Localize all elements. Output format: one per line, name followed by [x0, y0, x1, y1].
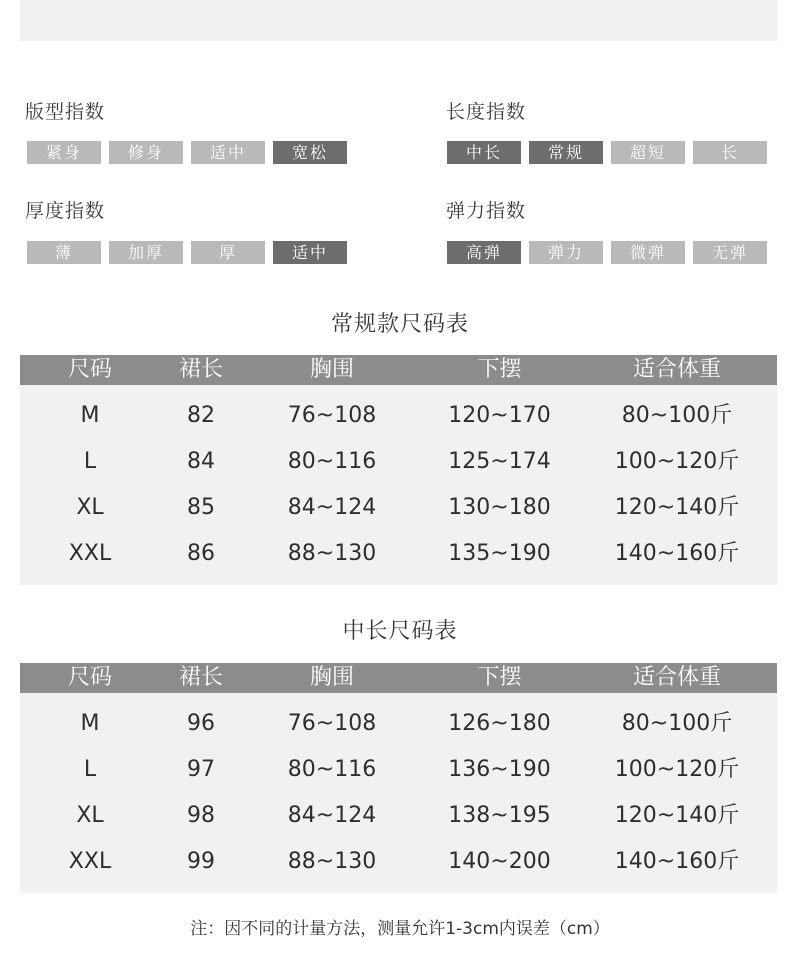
fit-index-tags — [27, 141, 347, 164]
midi-size-table — [20, 663, 777, 893]
elasticity-tag-2: 微弹 — [611, 241, 685, 264]
header-length: 裙长 — [178, 665, 223, 690]
cell-length: 96 — [187, 711, 215, 736]
cell-size: XXL — [68, 849, 112, 874]
cell-bust: 76~108 — [287, 711, 377, 736]
cell-bust: 80~116 — [287, 449, 377, 474]
table-row — [20, 701, 777, 747]
thickness-tag-0: 薄 — [27, 241, 101, 264]
thickness-tag-1: 加厚 — [109, 241, 183, 264]
cell-size: M — [80, 711, 100, 736]
cell-length: 82 — [187, 403, 215, 428]
cell-weight: 120~140斤 — [614, 803, 740, 828]
cell-weight: 80~100斤 — [621, 711, 733, 736]
cell-length: 98 — [187, 803, 215, 828]
cell-weight: 140~160斤 — [614, 849, 740, 874]
fit-tag-2: 适中 — [191, 141, 265, 164]
table-row — [20, 839, 777, 885]
cell-size: L — [83, 449, 97, 474]
fit-index-title: 版型指数 — [25, 101, 106, 123]
cell-weight: 100~120斤 — [614, 757, 740, 782]
table-body — [20, 693, 777, 893]
cell-bust: 88~130 — [287, 849, 377, 874]
elasticity-tag-0-selected: 高弹 — [447, 241, 521, 264]
cell-weight: 100~120斤 — [614, 449, 740, 474]
table-header — [20, 663, 777, 693]
cell-length: 85 — [187, 495, 215, 520]
fit-tag-1: 修身 — [109, 141, 183, 164]
elasticity-index-title: 弹力指数 — [446, 200, 527, 222]
cell-weight: 140~160斤 — [614, 541, 740, 566]
table-row — [20, 485, 777, 531]
table-header — [20, 355, 777, 385]
cell-weight: 120~140斤 — [614, 495, 740, 520]
thickness-index-tags — [27, 241, 347, 264]
cell-hem: 135~190 — [448, 541, 551, 566]
length-tag-1-selected: 常规 — [529, 141, 603, 164]
cell-length: 84 — [187, 449, 215, 474]
cell-hem: 140~200 — [448, 849, 551, 874]
cell-hem: 120~170 — [448, 403, 551, 428]
cell-length: 97 — [187, 757, 215, 782]
length-index-title: 长度指数 — [446, 101, 527, 123]
cell-bust: 84~124 — [287, 495, 377, 520]
header-hem: 下摆 — [477, 665, 522, 690]
cell-hem: 136~190 — [448, 757, 551, 782]
thickness-tag-3-selected: 适中 — [273, 241, 347, 264]
measurement-note: 注：因不同的计量方法，测量允许1-3cm内误差（cm） — [190, 919, 610, 939]
cell-length: 86 — [187, 541, 215, 566]
header-weight: 适合体重 — [632, 665, 721, 690]
thickness-index-title: 厚度指数 — [25, 200, 106, 222]
length-tag-2: 超短 — [611, 141, 685, 164]
midi-size-table-title: 中长尺码表 — [342, 619, 458, 644]
thickness-tag-2: 厚 — [191, 241, 265, 264]
cell-size: XL — [76, 803, 104, 828]
header-size: 尺码 — [67, 665, 112, 690]
regular-size-table — [20, 355, 777, 585]
table-row — [20, 747, 777, 793]
table-row — [20, 393, 777, 439]
elasticity-index-tags — [447, 241, 767, 264]
cell-size: XL — [76, 495, 104, 520]
elasticity-tag-1: 弹力 — [529, 241, 603, 264]
regular-size-table-title: 常规款尺码表 — [330, 312, 469, 337]
length-tag-0-selected: 中长 — [447, 141, 521, 164]
table-row — [20, 531, 777, 577]
cell-size: M — [80, 403, 100, 428]
cell-hem: 138~195 — [448, 803, 551, 828]
cell-bust: 84~124 — [287, 803, 377, 828]
cell-bust: 88~130 — [287, 541, 377, 566]
elasticity-tag-3: 无弹 — [693, 241, 767, 264]
table-row — [20, 793, 777, 839]
cell-length: 99 — [187, 849, 215, 874]
header-hem: 下摆 — [477, 357, 522, 382]
header-bust: 胸围 — [309, 357, 354, 382]
cell-size: L — [83, 757, 97, 782]
cell-hem: 125~174 — [448, 449, 551, 474]
header-weight: 适合体重 — [632, 357, 721, 382]
cell-hem: 126~180 — [448, 711, 551, 736]
table-row — [20, 439, 777, 485]
header-bust: 胸围 — [309, 665, 354, 690]
cell-weight: 80~100斤 — [621, 403, 733, 428]
fit-tag-3-selected: 宽松 — [273, 141, 347, 164]
length-index-tags — [447, 141, 767, 164]
cell-size: XXL — [68, 541, 112, 566]
cell-hem: 130~180 — [448, 495, 551, 520]
cell-bust: 76~108 — [287, 403, 377, 428]
fit-tag-0: 紧身 — [27, 141, 101, 164]
table-body — [20, 385, 777, 585]
length-tag-3: 长 — [693, 141, 767, 164]
top-banner-band — [20, 0, 777, 41]
cell-bust: 80~116 — [287, 757, 377, 782]
header-size: 尺码 — [67, 357, 112, 382]
header-length: 裙长 — [178, 357, 223, 382]
